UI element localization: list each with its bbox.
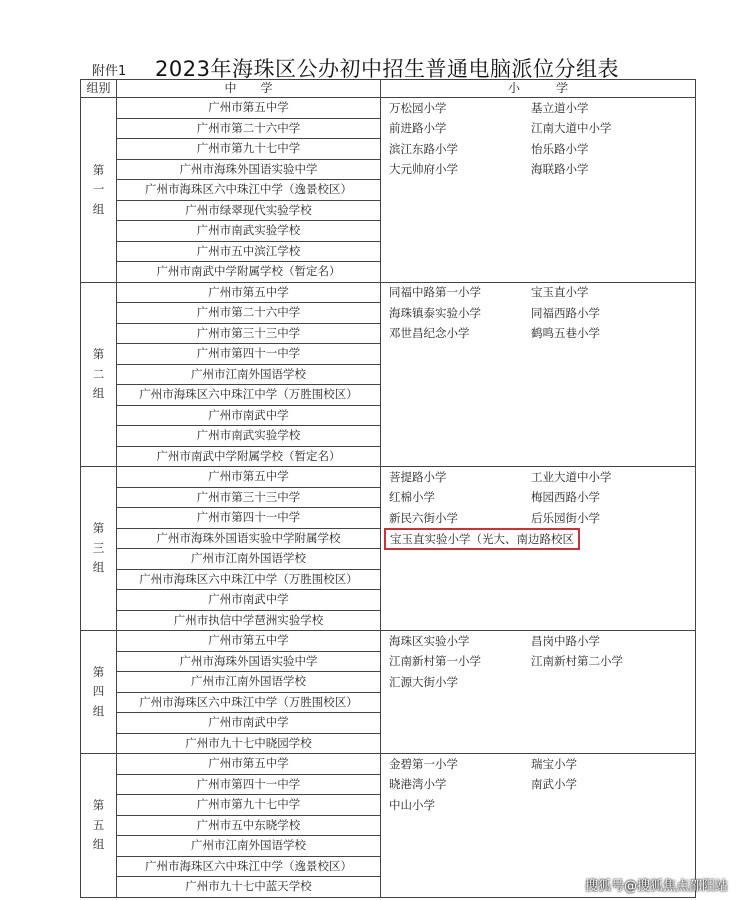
primary-school: 海珠区实验小学 <box>389 633 470 648</box>
middle-school-cell: 广州市绿翠现代实验学校 <box>117 200 381 221</box>
middle-school-cell: 广州市第五中学 <box>117 754 381 775</box>
primary-school-row <box>381 672 695 693</box>
middle-school-cell: 广州市九十七中晓园学校 <box>117 733 381 754</box>
primary-school: 前进路小学 <box>389 121 447 135</box>
primary-school: 晓港湾小学 <box>389 777 447 791</box>
middle-school-cell: 广州市南武实验学校 <box>117 426 381 447</box>
middle-school-cell: 广州市第四十一中学 <box>117 508 381 529</box>
primary-school: 万松园小学 <box>389 100 447 115</box>
middle-school-cell: 广州市江南外国语学校 <box>117 836 381 857</box>
middle-school-cell: 广州市执信中学琶洲实验学校 <box>117 610 381 631</box>
primary-school: 工业大道中小学 <box>531 469 612 484</box>
watermark: 搜狐号@搜狐焦点邵阳站 <box>584 879 728 894</box>
primary-school-row <box>381 508 695 529</box>
header-middle: 中 学 <box>117 80 381 98</box>
allocation-table <box>80 79 696 898</box>
highlighted-school-row <box>381 529 695 550</box>
page-title: 2023年海珠区公办初中招生普通电脑派位分组表 <box>155 57 619 81</box>
middle-school-cell: 广州市海珠区六中珠江中学（逸景校区） <box>117 856 381 877</box>
primary-school: 海珠镇泰实验小学 <box>389 305 481 320</box>
middle-school-cell: 广州市五中东晓学校 <box>117 815 381 836</box>
middle-school-cell: 广州市南武中学 <box>117 713 381 734</box>
middle-school-cell: 广州市第九十七中学 <box>117 139 381 160</box>
middle-school-cell: 广州市第三十三中学 <box>117 323 381 344</box>
highlighted-school: 宝玉直实验小学（光大、南边路校区 <box>384 528 580 550</box>
group-label: 第 五 组 <box>81 754 117 898</box>
primary-school-row <box>381 98 695 119</box>
table-row <box>81 98 696 119</box>
middle-school-cell: 广州市江南外国语学校 <box>117 549 381 570</box>
primary-school: 梅园西路小学 <box>531 490 600 504</box>
table-body <box>81 98 696 898</box>
primary-school: 汇源大街小学 <box>389 674 458 689</box>
middle-school-cell: 广州市九十七中蓝天学校 <box>117 877 381 898</box>
primary-school: 海联路小学 <box>531 162 589 176</box>
middle-school-cell: 广州市海珠外国语实验中学附属学校 <box>117 528 381 549</box>
group-label: 第 四 组 <box>81 631 117 754</box>
middle-school-cell: 广州市第九十七中学 <box>117 795 381 816</box>
middle-school-cell: 广州市第二十六中学 <box>117 118 381 139</box>
middle-school-cell: 广州市南武中学 <box>117 405 381 426</box>
primary-school: 宝玉直小学 <box>531 285 589 299</box>
attachment-label: 附件1 <box>92 64 127 79</box>
middle-school-cell: 广州市第五中学 <box>117 631 381 652</box>
table-row <box>81 467 696 488</box>
primary-school-row <box>381 160 695 181</box>
group-label: 第 一 组 <box>81 98 117 283</box>
middle-school-cell: 广州市海珠外国语实验中学 <box>117 651 381 672</box>
primary-school: 昌岗中路小学 <box>531 633 600 648</box>
primary-school: 江南大道中小学 <box>531 121 612 135</box>
middle-school-cell: 广州市海珠区六中珠江中学（逸景校区） <box>117 180 381 201</box>
primary-school-row <box>381 775 695 796</box>
middle-school-cell: 广州市南武中学附属学校（暂定名） <box>117 262 381 283</box>
header-group: 组别 <box>81 80 117 98</box>
primary-schools-cell <box>381 467 696 631</box>
middle-school-cell: 广州市江南外国语学校 <box>117 364 381 385</box>
middle-school-cell: 广州市第二十六中学 <box>117 303 381 324</box>
primary-school: 怡乐路小学 <box>531 141 589 156</box>
primary-school-row <box>381 139 695 160</box>
middle-school-cell: 广州市海珠区六中珠江中学（万胜围校区） <box>117 569 381 590</box>
primary-school-row <box>381 488 695 509</box>
middle-school-cell: 广州市第五中学 <box>117 98 381 119</box>
primary-schools-cell <box>381 98 696 283</box>
primary-school-row <box>381 303 695 324</box>
middle-school-cell: 广州市南武中学附属学校（暂定名） <box>117 446 381 467</box>
table-row <box>81 631 696 652</box>
table-header-row <box>81 80 696 98</box>
primary-school-row <box>381 652 695 673</box>
primary-school: 中山小学 <box>389 797 435 812</box>
middle-school-cell: 广州市第五中学 <box>117 282 381 303</box>
primary-school: 后乐园街小学 <box>531 510 600 525</box>
primary-school: 南武小学 <box>531 777 577 791</box>
primary-school-row <box>381 119 695 140</box>
primary-school: 鹤鸣五巷小学 <box>531 326 600 340</box>
middle-school-cell: 广州市海珠外国语实验中学 <box>117 159 381 180</box>
middle-school-cell: 广州市第四十一中学 <box>117 774 381 795</box>
middle-school-cell: 广州市第四十一中学 <box>117 344 381 365</box>
primary-school-row <box>381 631 695 652</box>
middle-school-cell: 广州市第三十三中学 <box>117 487 381 508</box>
middle-school-cell: 广州市海珠区六中珠江中学（万胜围校区） <box>117 385 381 406</box>
middle-school-cell: 广州市江南外国语学校 <box>117 672 381 693</box>
primary-school: 同福中路第一小学 <box>389 285 481 299</box>
primary-school-row <box>381 283 695 304</box>
primary-school: 金碧第一小学 <box>389 756 458 771</box>
primary-school-row <box>381 324 695 345</box>
primary-schools-cell <box>381 631 696 754</box>
middle-school-cell: 广州市第五中学 <box>117 467 381 488</box>
primary-school: 瑞宝小学 <box>531 756 577 771</box>
primary-school: 菩提路小学 <box>389 469 447 484</box>
primary-school-row <box>381 754 695 775</box>
primary-school: 滨江东路小学 <box>389 141 458 156</box>
primary-school: 江南新村第二小学 <box>531 654 623 668</box>
middle-school-cell: 广州市南武实验学校 <box>117 221 381 242</box>
primary-school: 红棉小学 <box>389 490 435 504</box>
header-primary: 小 学 <box>381 80 696 98</box>
primary-school: 基立道小学 <box>531 100 589 115</box>
group-label: 第 三 组 <box>81 467 117 631</box>
primary-school: 同福西路小学 <box>531 305 600 320</box>
middle-school-cell: 广州市五中滨江学校 <box>117 241 381 262</box>
middle-school-cell: 广州市南武中学 <box>117 590 381 611</box>
middle-school-cell: 广州市海珠区六中珠江中学（万胜围校区） <box>117 692 381 713</box>
primary-school-row <box>381 467 695 488</box>
group-label: 第 二 组 <box>81 282 117 467</box>
primary-school: 新民六街小学 <box>389 510 458 525</box>
table-row <box>81 282 696 303</box>
table-row <box>81 754 696 775</box>
primary-schools-cell <box>381 282 696 467</box>
primary-school-row <box>381 795 695 816</box>
primary-school: 大元帅府小学 <box>389 162 458 176</box>
primary-school: 江南新村第一小学 <box>389 654 481 668</box>
primary-school: 邓世昌纪念小学 <box>389 326 470 340</box>
